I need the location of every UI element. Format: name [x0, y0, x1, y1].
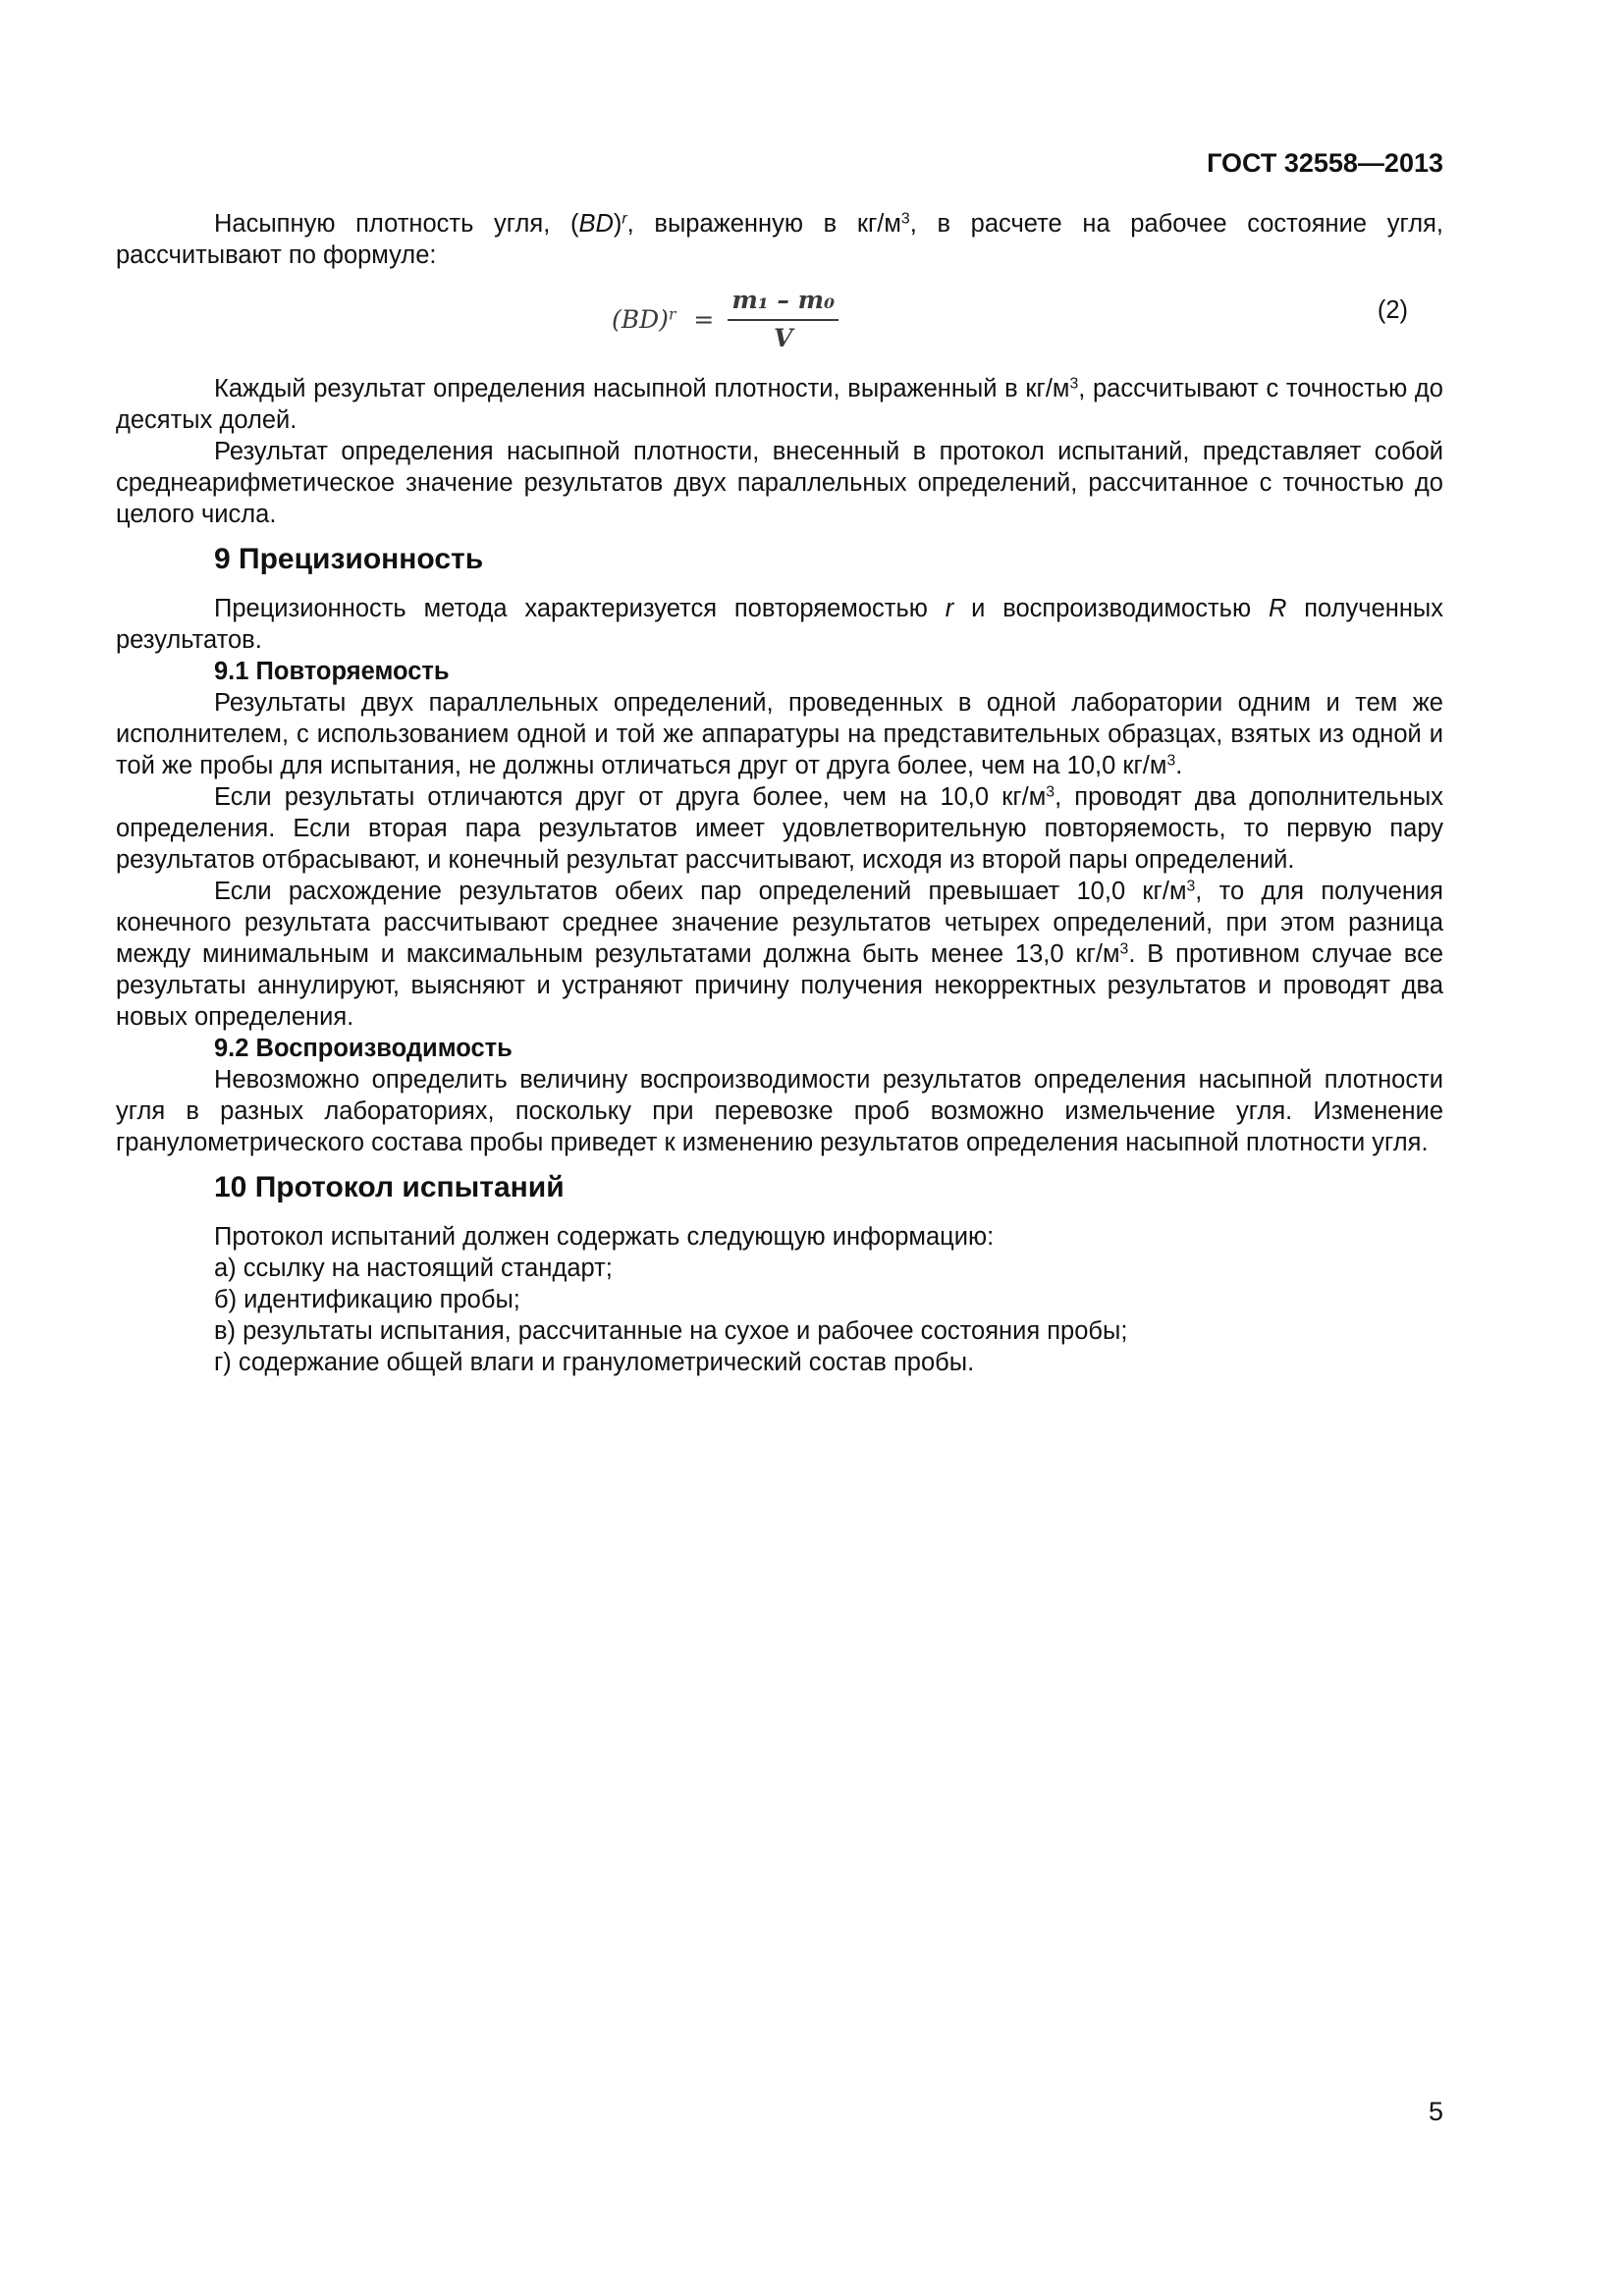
list-item: г) содержание общей влаги и гранулометрический состав пробы.: [214, 1349, 975, 1376]
list-item: в) результаты испытания, рассчитанные на сухое и рабочее состояния пробы;: [214, 1317, 1128, 1345]
bulk-density-formula: (BD)$^r$ = $\frac{\text{m₁ – m₀}}{V}$: [612, 285, 839, 354]
formula-numerator: m₁ – m₀: [728, 285, 839, 321]
section-9-2-heading: 9.2 Воспроизводимость: [214, 1035, 513, 1062]
protocol-result-paragraph: Результат определения насыпной плотности, внесенный в протокол испытаний, представляет собой среднеарифметическое значение результатов двух параллельных определений, рассчитанное с точностью до целого числа.: [116, 438, 1443, 528]
intro-paragraph: Насыпную плотность угля, (BD)$^r$, выраженную в $кг/м^3$, в расчете на рабочее состояние угля, рассчитывают по формуле:: [116, 210, 1444, 269]
formula-block: [116, 271, 1443, 373]
document-code-header: ГОСТ 32558—2013: [1207, 148, 1443, 178]
page-content: [116, 208, 1443, 1378]
section-9-intro: Прецизионность метода характеризуется повторяемостью r и воспроизводимостью R полученных результатов.: [116, 595, 1443, 654]
formula-number: (2): [1377, 296, 1408, 324]
repeatability-paragraph-2: Если результаты отличаются друг от друга более, чем на 10,0 $кг/м^3$, проводят два дополнительных определения. Если вторая пара результатов имеет удовлетворительную повторяемость, то первую пару результатов отбрасывают, и конечный результат рассчитывают, исходя из второй пары определений.: [116, 783, 1443, 874]
formula-denominator: V: [773, 324, 793, 352]
repeatability-paragraph-1: Результаты двух параллельных определений, проведенных в одной лаборатории одним и тем же исполнителем, с использованием одной и той же аппаратуры на представительных образцах, взятых из одной и той же пробы для испытания, не должны отличаться друг от друга более, чем на 10,0 $кг/м^3$.: [116, 689, 1443, 779]
protocol-intro: Протокол испытаний должен содержать следующую информацию:: [214, 1223, 995, 1251]
repeatability-paragraph-3: Если расхождение результатов обеих пар определений превышает 10,0 $кг/м^3$, то для получения конечного результата рассчитывают среднее значение результатов четырех определений, при этом разница между минимальным и максимальным результатами должна быть менее 13,0 $кг/м^3$. В противном случае все результаты аннулируют, выясняют и устраняют причину получения некорректных результатов и проводят два новых определения.: [116, 878, 1443, 1031]
section-10-heading: 10 Протокол испытаний: [214, 1171, 565, 1203]
formula-fraction: [728, 285, 839, 354]
list-item: б) идентификацию пробы;: [214, 1286, 520, 1313]
protocol-list: [116, 1221, 1443, 1378]
section-9-heading: 9 Прецизионность: [214, 543, 484, 575]
list-item: а) ссылку на настоящий стандарт;: [214, 1255, 613, 1282]
reproducibility-paragraph: Невозможно определить величину воспроизводимости результатов определения насыпной плотности угля в разных лабораториях, поскольку при перевозке проб возможно измельчение угля. Изменение гранулометрического состава пробы приведет к изменению результатов определения насыпной плотности угля.: [116, 1066, 1443, 1156]
page-number: 5: [1428, 2097, 1443, 2126]
precision-tenths-paragraph: Каждый результат определения насыпной плотности, выраженный в $кг/м^3$, рассчитывают с точностью до десятых долей.: [116, 375, 1443, 434]
section-9-1-heading: 9.1 Повторяемость: [214, 658, 450, 685]
